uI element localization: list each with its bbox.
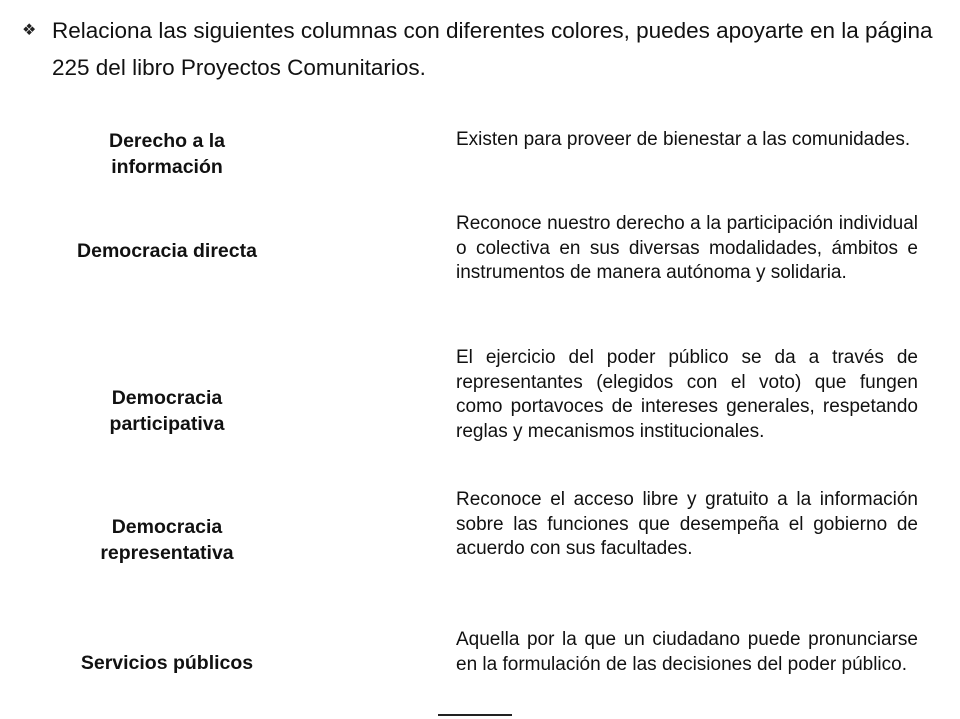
instruction	[22, 12, 952, 86]
diamond-bullet-icon: ❖	[22, 22, 37, 39]
bottom-rule	[438, 714, 512, 716]
definition-ciudadano: Aquella por la que un ciudadano puede pronunciarse en la formulación de las decisiones del poder público.	[456, 629, 918, 675]
definition-bienestar: Existen para proveer de bienestar a las comunidades.	[456, 129, 911, 150]
definition-representantes: El ejercicio del poder público se da a través de representantes (elegidos con el voto) que fungen como portavoces de intereses generales, respetando reglas y mecanismos institucionales.	[456, 347, 918, 442]
instruction-text: Relaciona las siguientes columnas con diferentes colores, puedes apoyarte en la página 225 del libro Proyectos Comunitarios.	[52, 18, 933, 80]
term-democracia-directa: Democracia directa	[77, 240, 257, 262]
term-derecho-informacion: Derecho a la información	[109, 130, 225, 178]
term-democracia-representativa: Democracia representativa	[100, 516, 234, 564]
term-servicios-publicos: Servicios públicos	[80, 652, 254, 674]
term-democracia-participativa: Democracia participativa	[109, 387, 225, 435]
definition-participacion: Reconoce nuestro derecho a la participación individual o colectiva en sus diversas modalidades, ámbitos e instrumentos de manera autónoma y solidaria.	[456, 213, 918, 283]
definition-acceso-informacion: Reconoce el acceso libre y gratuito a la información sobre las funciones que desempeña el gobierno de acuerdo con sus facultades.	[456, 489, 918, 559]
